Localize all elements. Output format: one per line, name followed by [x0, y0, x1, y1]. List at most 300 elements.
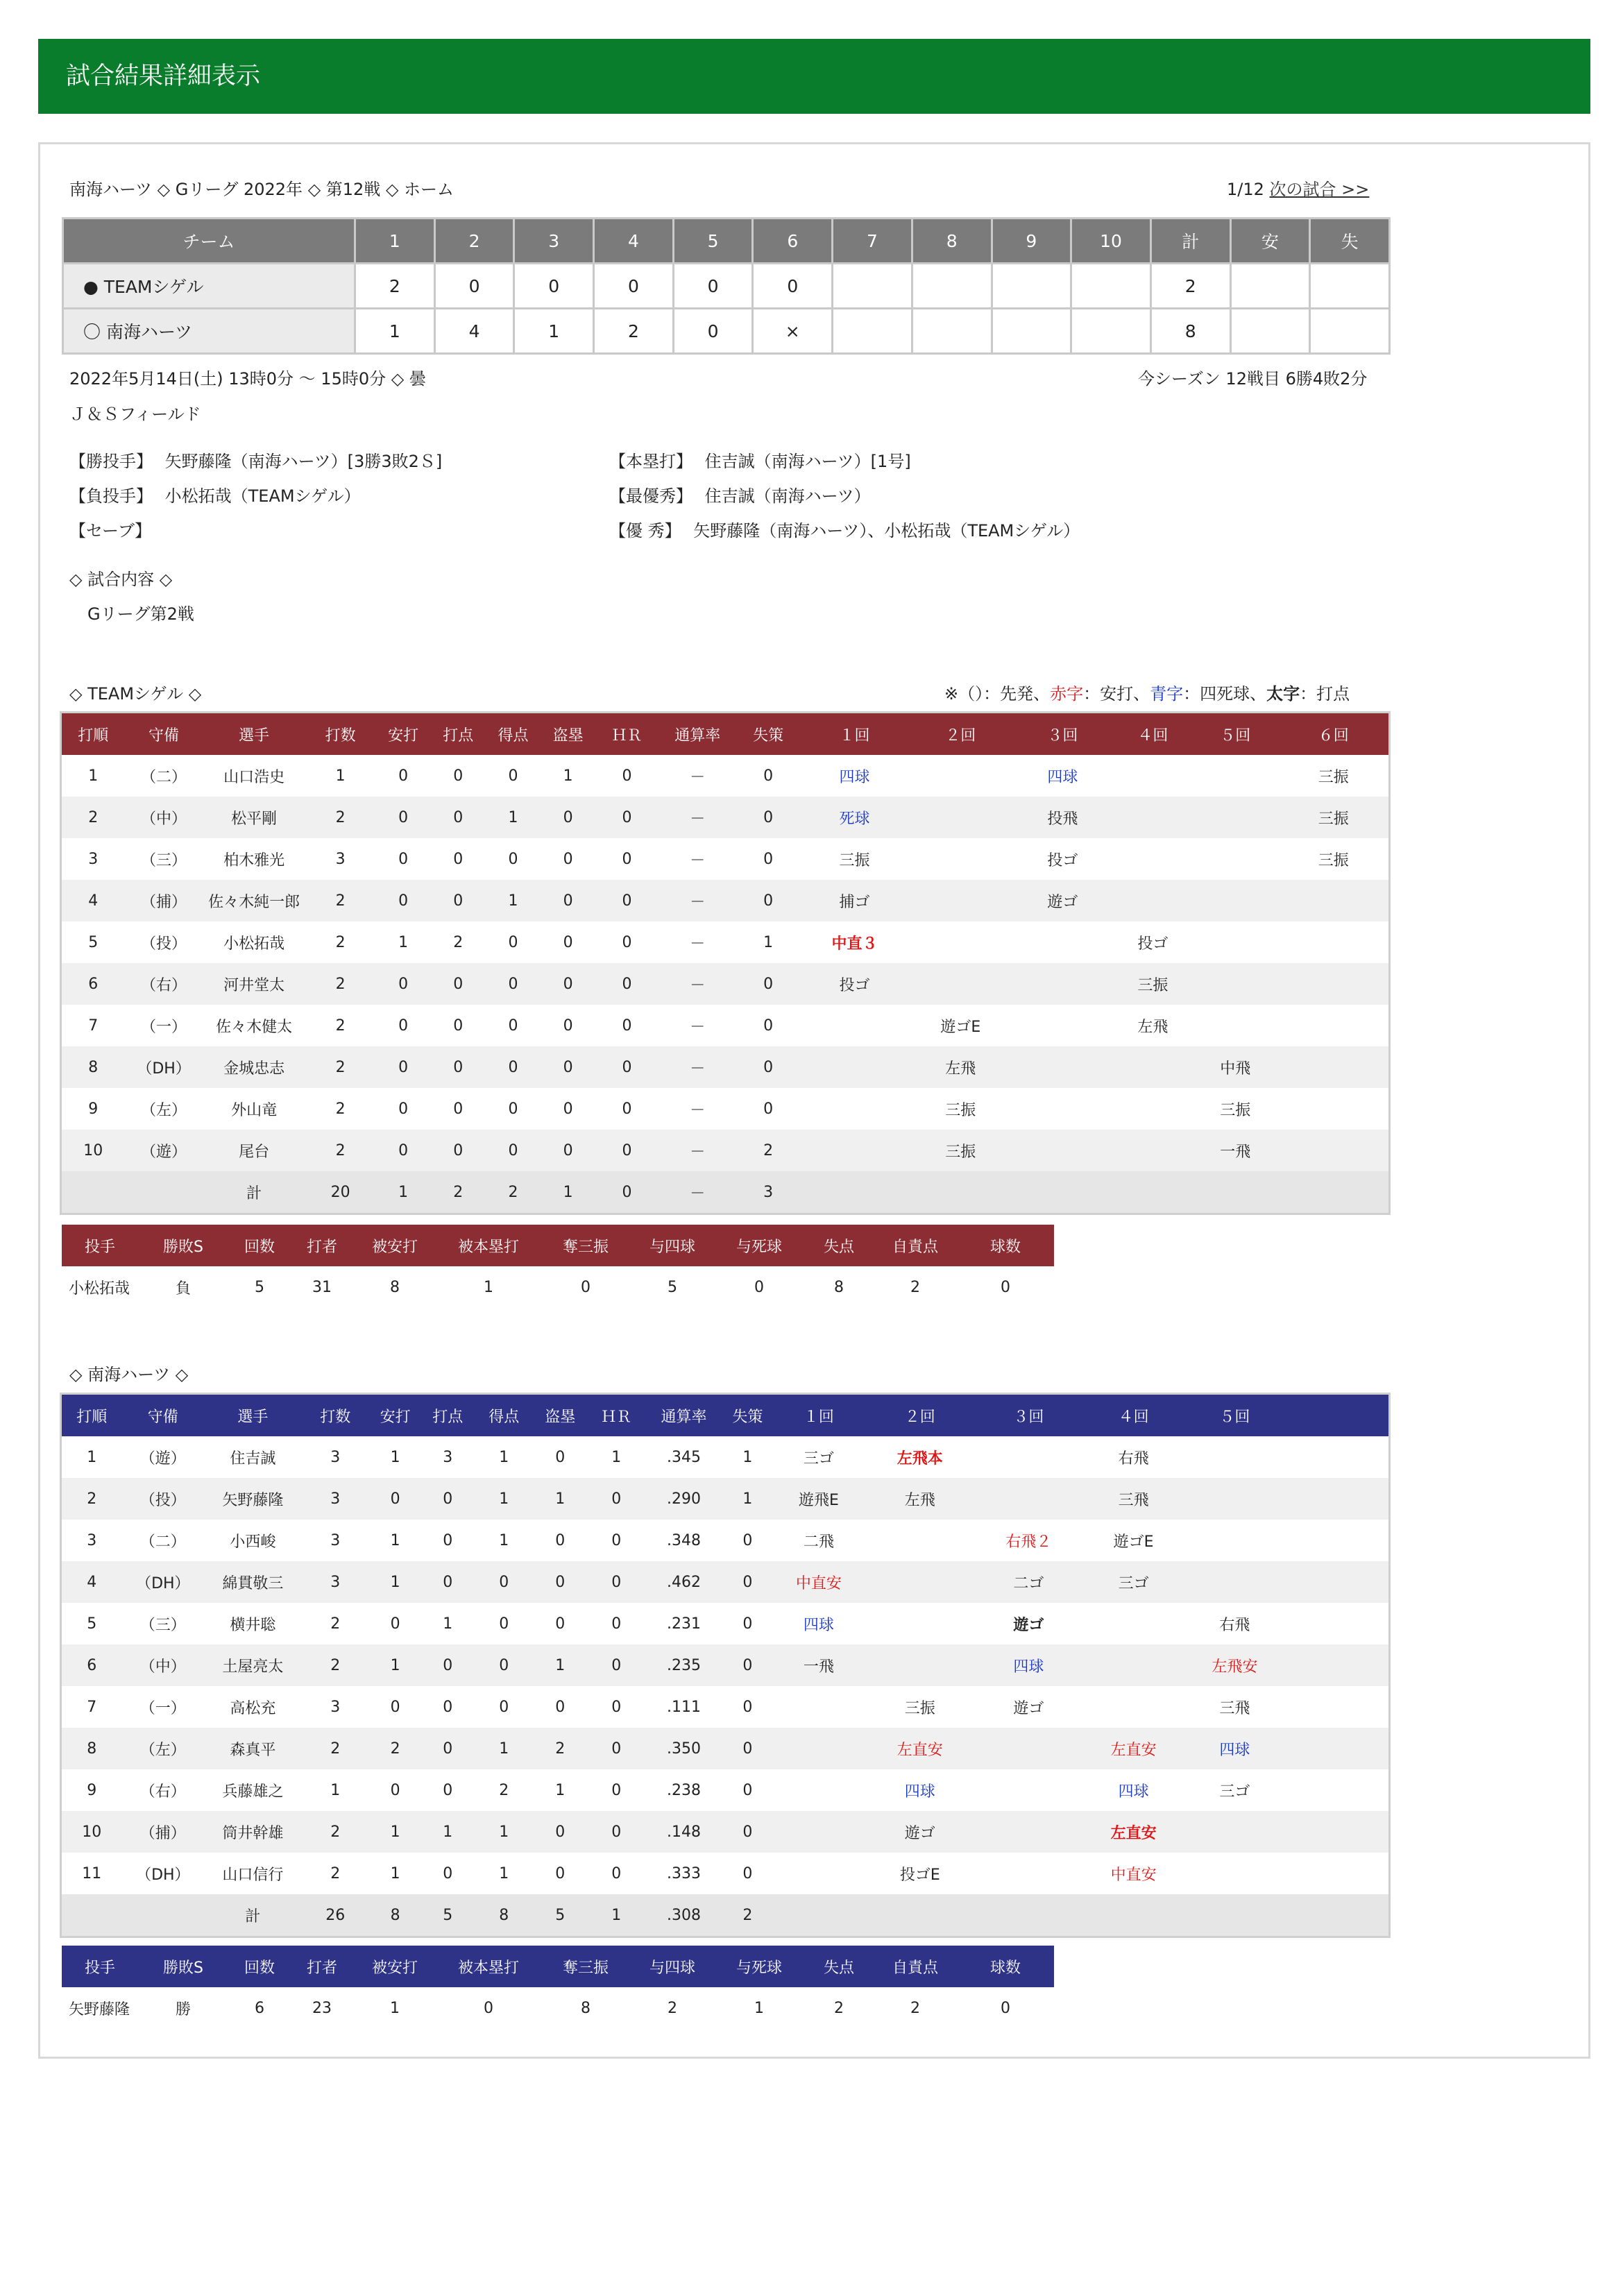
linescore-header-cell: 3 [514, 219, 594, 264]
batting-total-cell [864, 1894, 976, 1936]
linescore-header-cell: 4 [594, 219, 674, 264]
at-bat-result: 三ゴ [803, 1449, 834, 1468]
batting-total-cell: 8 [474, 1894, 534, 1936]
inning-cell [774, 1853, 864, 1894]
batter-cell: 0 [563, 850, 573, 868]
at-bat-result: 左直安 [864, 1728, 976, 1769]
mvp [609, 482, 871, 507]
batter-cell: 2 [305, 1130, 376, 1171]
inning-cell [1186, 1520, 1283, 1561]
batting-total-cell: 0 [595, 1171, 658, 1213]
batting-header-cell: 通算率 [647, 1395, 722, 1436]
batter-cell: 0 [499, 1615, 509, 1633]
inning-cell [1012, 1046, 1114, 1088]
batting-total-cell: 計 [204, 1894, 301, 1936]
at-bat-result: 中直安 [1110, 1866, 1157, 1884]
batter-cell: （三） [141, 851, 187, 869]
inning-cell [864, 1520, 976, 1561]
batter-cell: （二） [139, 1533, 186, 1551]
batter-cell: － [690, 935, 706, 953]
batter-cell: 尾台 [203, 1130, 305, 1171]
linescore-team: 〇 南海ハーツ [63, 309, 355, 354]
batter-cell: 3 [330, 1531, 341, 1549]
batter-cell: 0 [722, 1811, 774, 1853]
batting-total-cell: 3 [737, 1171, 800, 1213]
inning-cell [1114, 1046, 1192, 1088]
at-bat-result: 投ゴ [1137, 935, 1169, 953]
inning-cell [1284, 1728, 1388, 1769]
inning-cell [1012, 1088, 1114, 1130]
batter-cell: 2 [335, 1017, 346, 1035]
batter-cell: 1 [534, 1478, 586, 1520]
batter-cell: .345 [667, 1448, 701, 1466]
inning-cell [774, 1728, 864, 1769]
pitching-header-cell: 勝敗S [138, 1225, 228, 1266]
linescore-header-cell: 5 [673, 219, 753, 264]
inning-cell [1114, 797, 1192, 838]
batter-cell: 3 [330, 1448, 341, 1466]
linescore-cell [833, 264, 912, 309]
at-bat-result: 遊ゴE [940, 1018, 981, 1036]
batter-cell: 1 [390, 1531, 400, 1549]
lose-pitcher-value: 小松拓哉（TEAMシゲル） [164, 486, 361, 506]
inning-cell [1284, 1644, 1388, 1686]
batting-total-cell: 1 [586, 1894, 646, 1936]
legend-suffix: ：打点 [1300, 684, 1350, 704]
pitcher-cell: 0 [1001, 1999, 1010, 2017]
at-bat-result: 遊ゴ [1012, 880, 1114, 921]
batter-cell: 0 [722, 1728, 774, 1769]
batter-cell: 0 [722, 1561, 774, 1603]
batting-header-cell: 通算率 [658, 713, 737, 755]
batting-header [62, 1395, 1388, 1436]
batter-cell: 高松充 [230, 1699, 276, 1717]
batter-cell: 1 [369, 1811, 422, 1853]
batting-header-cell: ３回 [1012, 713, 1114, 755]
inning-cell [910, 921, 1012, 963]
batter-cell: 6 [62, 963, 125, 1005]
batter-cell: 0 [737, 1046, 800, 1088]
at-bat-result: 左直安 [1081, 1811, 1186, 1853]
batter-cell: － [658, 963, 737, 1005]
batter-cell: 0 [586, 1728, 646, 1769]
linescore-cell: 1 [355, 309, 435, 354]
pitching-header-cell: 自責点 [874, 1946, 957, 1987]
batting-total-cell: 計 [203, 1171, 305, 1213]
linescore-team: ● TEAMシゲル [63, 264, 355, 309]
pitcher-cell: 5 [668, 1278, 677, 1296]
save-label: 【セーブ】 [69, 521, 152, 541]
batter-cell: 0 [586, 1644, 646, 1686]
at-bat-result: 中直安 [774, 1561, 864, 1603]
batting-total-cell: 5 [421, 1894, 474, 1936]
inning-cell [910, 880, 1012, 921]
batting-header-cell: ６回 [1278, 713, 1388, 755]
batter-cell: （捕） [125, 880, 203, 921]
at-bat-result: 右飛 [1219, 1616, 1250, 1634]
home-run [609, 448, 911, 472]
batting-header-row [62, 1395, 1388, 1436]
inning-cell [1192, 797, 1278, 838]
batter-cell: 0 [622, 933, 632, 951]
inning-cell [1278, 1005, 1388, 1046]
batter-cell: 佐々木純一郎 [203, 880, 305, 921]
batter-cell: 0 [555, 1448, 566, 1466]
at-bat-result: 右飛 [1118, 1449, 1149, 1468]
at-bat-result: 左飛安 [1186, 1644, 1283, 1686]
batting-total-cell: 2 [722, 1894, 774, 1936]
batter-cell: 3 [302, 1478, 369, 1520]
pitcher-name: 矢野藤隆 [69, 2000, 130, 2018]
batter-cell: － [658, 1046, 737, 1088]
inning-cell [1278, 921, 1388, 963]
batting-header-cell: 打点 [421, 1395, 474, 1436]
home-run-value: 住吉誠（南海ハーツ）[1号] [704, 452, 911, 471]
page-title: 試合結果詳細表示 [66, 62, 261, 90]
batter-cell: 0 [555, 1698, 566, 1716]
batter-cell: 2 [534, 1728, 586, 1769]
at-bat-result: 投ゴ [1047, 851, 1078, 869]
pitcher-cell: 8 [390, 1278, 400, 1296]
linescore-cell: 8 [1150, 309, 1230, 354]
pitcher-cell: 0 [484, 1999, 493, 2017]
at-bat-result: 四球 [839, 768, 870, 786]
batter-cell: 0 [376, 1130, 431, 1171]
batter-cell: 0 [443, 1864, 453, 1882]
batter-row [62, 838, 1388, 880]
batter-cell: 0 [611, 1615, 622, 1633]
batter-cell: 0 [541, 963, 595, 1005]
inning-cell [1114, 755, 1192, 797]
pitching-header-cell: 奪三振 [541, 1946, 631, 1987]
batting-total-cell [62, 1894, 121, 1936]
inning-cell [1278, 1088, 1388, 1130]
batter-cell: 1 [398, 933, 409, 951]
inning-cell [1186, 1811, 1283, 1853]
batter-cell: － [658, 880, 737, 921]
at-bat-result: 四球 [904, 1783, 935, 1801]
batter-cell: 0 [398, 767, 409, 785]
batter-cell: 0 [595, 1046, 658, 1088]
batter-row [62, 1478, 1388, 1520]
batter-row [62, 1436, 1388, 1478]
batter-cell: 2 [305, 797, 376, 838]
batter-cell: 3 [335, 850, 346, 868]
inning-cell [799, 1046, 909, 1088]
inning-cell [910, 838, 1012, 880]
at-bat-result: 三ゴ [1219, 1783, 1250, 1801]
batter-cell: 0 [611, 1531, 622, 1549]
team1-batting-table [62, 713, 1388, 1213]
batter-cell: 0 [737, 963, 800, 1005]
batter-cell: 5 [88, 933, 99, 951]
batter-row [62, 880, 1388, 921]
linescore-row [63, 309, 1390, 354]
inning-cell [864, 1603, 976, 1644]
inning-cell [799, 1088, 909, 1130]
linescore-cell: 2 [355, 264, 435, 309]
pitcher-cell: 2 [910, 1999, 920, 2017]
batter-cell: （DH） [136, 1866, 190, 1884]
batter-row [62, 1769, 1388, 1811]
batter-cell: 綿貫敬三 [204, 1561, 301, 1603]
batter-cell: 0 [421, 1728, 474, 1769]
team1-title: ◇ TEAMシゲル ◇ [69, 684, 202, 704]
batter-cell: 0 [541, 1046, 595, 1088]
legend-red: 赤字 [1050, 684, 1084, 704]
batter-cell: 2 [737, 1130, 800, 1171]
at-bat-result: 遊ゴE [1113, 1533, 1154, 1551]
batter-cell: 2 [305, 963, 376, 1005]
batter-cell: （遊） [125, 1130, 203, 1171]
win-pitcher-label: 【勝投手】 [69, 452, 153, 471]
batter-cell: 柏木雅光 [223, 851, 285, 869]
batter-cell: 9 [87, 1781, 97, 1799]
batting-total-cell: 20 [305, 1171, 376, 1213]
linescore-row [63, 264, 1390, 309]
batter-row [62, 755, 1388, 797]
batter-cell: （右） [139, 1783, 186, 1801]
inning-cell [1114, 880, 1192, 921]
batter-cell: 1 [499, 1864, 509, 1882]
batting-total-cell [1012, 1171, 1114, 1213]
linescore-cell [1230, 309, 1310, 354]
batter-cell: （二） [141, 768, 187, 786]
batting-header-cell: 得点 [486, 713, 541, 755]
batting-header-cell: 失策 [737, 713, 800, 755]
batting-total-cell [976, 1894, 1081, 1936]
inning-cell [1114, 1130, 1192, 1171]
batter-cell: （右） [125, 963, 203, 1005]
batter-cell: 0 [486, 1046, 541, 1088]
pitcher-cell: 5 [255, 1278, 264, 1296]
inning-cell [1081, 1686, 1186, 1728]
batter-cell: 0 [742, 1531, 753, 1549]
pitching-header-cell: 失点 [804, 1225, 874, 1266]
pitcher-name: 小松拓哉 [69, 1279, 130, 1298]
batter-cell: 0 [541, 797, 595, 838]
linescore-header-cell: 失 [1310, 219, 1390, 264]
inning-cell [1186, 1436, 1283, 1478]
pitching-header-cell: 打者 [291, 1946, 353, 1987]
batter-cell: 0 [541, 880, 595, 921]
batter-cell: 1 [369, 1561, 422, 1603]
at-bat-result: 一飛 [1192, 1130, 1278, 1171]
batting-total-cell [1192, 1171, 1278, 1213]
batter-cell: （DH） [121, 1561, 204, 1603]
pitching-header-row [62, 1946, 1054, 1987]
next-game-link[interactable]: 次の試合 >> [1269, 180, 1370, 199]
linescore-cell: × [753, 309, 833, 354]
batting-total-cell [774, 1894, 864, 1936]
at-bat-result: 二飛 [803, 1533, 834, 1551]
batter-cell: 0 [508, 933, 518, 951]
legend-mid1: ：安打、 [1083, 684, 1150, 704]
inning-cell [774, 1811, 864, 1853]
batter-cell: 小松拓哉 [223, 935, 285, 953]
batter-cell: 0 [622, 767, 632, 785]
batting-header-cell: 守備 [121, 1395, 204, 1436]
batting-header-cell: ＨＲ [595, 713, 658, 755]
batting-total-cell: .308 [647, 1894, 722, 1936]
batting-body [62, 755, 1388, 1213]
inning-cell [1278, 963, 1388, 1005]
win-pitcher [69, 448, 442, 472]
batter-cell: 2 [499, 1781, 509, 1799]
batter-cell: 山口浩史 [223, 768, 285, 786]
batter-cell: （投） [141, 935, 187, 953]
at-bat-result: 三振 [945, 1101, 976, 1119]
pitcher-cell: 2 [834, 1999, 844, 2017]
linescore-cell [992, 309, 1071, 354]
at-bat-result: 中直３ [831, 935, 878, 953]
batting-total-cell: 1 [376, 1171, 431, 1213]
linescore-cell [912, 309, 992, 354]
batter-cell: 11 [82, 1864, 102, 1882]
batter-cell: 山口信行 [222, 1866, 284, 1884]
at-bat-result: 四球 [1118, 1783, 1149, 1801]
pitcher-cell: 負 [175, 1279, 191, 1298]
batting-header-cell: 選手 [204, 1395, 301, 1436]
batter-row [62, 1005, 1388, 1046]
linescore-cell: 2 [594, 309, 674, 354]
legend-blue: 青字 [1150, 684, 1184, 704]
batting-header-cell: ＨＲ [586, 1395, 646, 1436]
batting-header-cell: ２回 [910, 713, 1012, 755]
inning-cell [1186, 1561, 1283, 1603]
batter-cell: .231 [667, 1615, 701, 1633]
batter-cell: 2 [330, 1864, 341, 1882]
pitcher-cell: 8 [581, 1999, 590, 2017]
at-bat-result: 遊ゴ [864, 1811, 976, 1853]
batting-header-cell: 選手 [203, 713, 305, 755]
batting-total-cell [125, 1171, 203, 1213]
batter-cell: 1 [335, 767, 346, 785]
inning-cell [1081, 1644, 1186, 1686]
excellent-label: 【優 秀】 [609, 521, 681, 541]
batter-row [62, 1644, 1388, 1686]
pitcher-row [62, 1266, 1054, 1308]
batter-cell: 0 [622, 1100, 632, 1118]
inning-cell [976, 1811, 1081, 1853]
batter-cell: 0 [737, 797, 800, 838]
batter-cell: 4 [62, 880, 125, 921]
at-bat-result: 死球 [799, 797, 909, 838]
inning-cell [1192, 755, 1278, 797]
inning-cell [1192, 838, 1278, 880]
inning-cell [976, 1728, 1081, 1769]
batter-cell: 1 [369, 1644, 422, 1686]
batter-cell: 0 [742, 1615, 753, 1633]
batter-cell: 0 [431, 963, 486, 1005]
at-bat-result: 捕ゴ [799, 880, 909, 921]
lose-pitcher [69, 482, 361, 507]
at-bat-result: 三振 [1318, 768, 1349, 786]
linescore-cell [1310, 309, 1390, 354]
pitching-header-cell: 球数 [957, 1946, 1054, 1987]
batter-cell: 0 [398, 850, 409, 868]
batter-cell: 0 [508, 767, 518, 785]
batter-cell: 0 [563, 1100, 573, 1118]
batting-total-cell: 2 [486, 1171, 541, 1213]
inning-cell [1284, 1686, 1388, 1728]
batter-cell: .348 [667, 1531, 701, 1549]
batter-cell: 0 [508, 1017, 518, 1035]
batter-cell: 1 [87, 1448, 97, 1466]
pitching-header-cell: 勝敗S [138, 1946, 228, 1987]
batter-cell: 2 [305, 1046, 376, 1088]
batter-cell: 0 [763, 767, 774, 785]
batter-cell: 0 [376, 963, 431, 1005]
content-heading: ◇ 試合内容 ◇ [69, 570, 173, 589]
batter-cell: 0 [398, 1100, 409, 1118]
at-bat-result: 左飛 [910, 1046, 1012, 1088]
batter-cell: 0 [611, 1781, 622, 1799]
batter-cell: 横井聡 [230, 1616, 276, 1634]
pitcher-cell: 2 [668, 1999, 677, 2017]
batting-total-cell [1284, 1894, 1388, 1936]
batter-cell: 0 [595, 880, 658, 921]
at-bat-result: 三振 [1278, 797, 1388, 838]
batter-cell: 0 [453, 850, 464, 868]
batter-cell: 1 [443, 1615, 453, 1633]
excellent-players [609, 517, 1080, 541]
inning-cell [1192, 963, 1278, 1005]
pitching-header-cell: 打者 [291, 1225, 353, 1266]
linescore-cell [1230, 264, 1310, 309]
result-panel [38, 142, 1590, 2059]
inning-cell [1284, 1478, 1388, 1520]
linescore-table [62, 217, 1391, 355]
at-bat-result: 四球 [1047, 768, 1078, 786]
batter-cell: 4 [62, 1561, 121, 1603]
linescore-cell: 0 [673, 264, 753, 309]
batter-cell: 10 [62, 1130, 125, 1171]
batter-row [62, 921, 1388, 963]
pitching-header-cell: 投手 [62, 1946, 138, 1987]
batter-cell: 0 [443, 1781, 453, 1799]
batter-cell: 0 [431, 1130, 486, 1171]
linescore-header-cell: 8 [912, 219, 992, 264]
batter-cell: 金城忠志 [203, 1046, 305, 1088]
inning-cell [799, 1130, 909, 1171]
batter-cell: 0 [611, 1698, 622, 1716]
batter-cell: .290 [647, 1478, 722, 1520]
batter-cell: 0 [534, 1811, 586, 1853]
pitcher-cell: 2 [910, 1278, 920, 1296]
inning-cell [1284, 1853, 1388, 1894]
venue: Ｊ＆Ｓフィールド [69, 405, 201, 424]
batting-total-cell [121, 1894, 204, 1936]
batter-cell: 3 [330, 1698, 341, 1716]
batter-cell: 1 [390, 1448, 400, 1466]
batter-cell: .350 [647, 1728, 722, 1769]
page-count: 1/12 [1227, 180, 1264, 199]
linescore-header-cell: 安 [1230, 219, 1310, 264]
batter-cell: 0 [508, 850, 518, 868]
batter-cell: 5 [87, 1615, 97, 1633]
linescore-header-cell: 1 [355, 219, 435, 264]
batter-cell: 河井堂太 [203, 963, 305, 1005]
batter-cell: （中） [125, 797, 203, 838]
at-bat-result: 右飛２ [1005, 1533, 1052, 1551]
batter-cell: 8 [62, 1046, 125, 1088]
at-bat-result: 三飛 [1219, 1699, 1250, 1717]
pitcher-cell: 31 [312, 1278, 332, 1296]
pitching-header-cell: 被安打 [353, 1946, 436, 1987]
batter-cell: 1 [722, 1478, 774, 1520]
linescore-cell: 0 [434, 264, 514, 309]
